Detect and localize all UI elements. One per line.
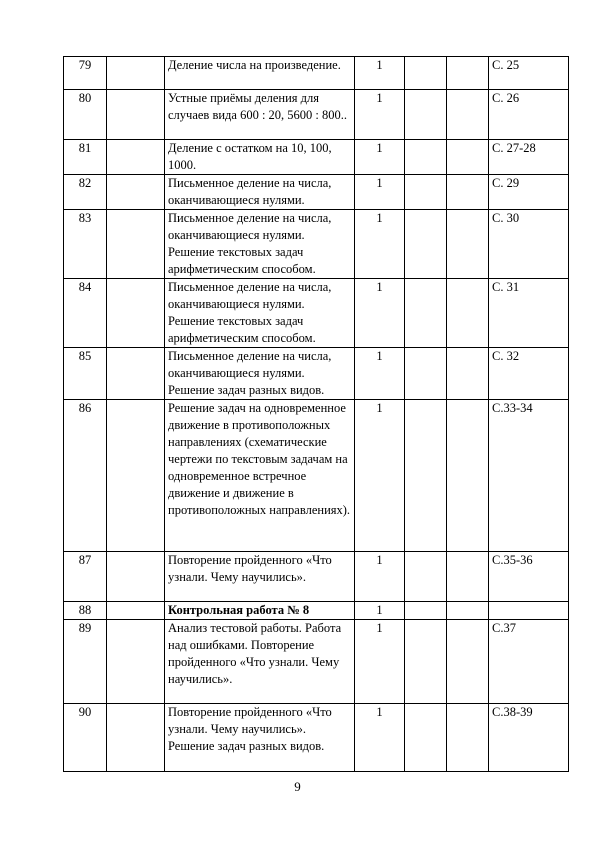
extra-cell [447, 90, 489, 140]
extra-cell [405, 175, 447, 210]
date-cell [107, 140, 165, 175]
lesson-number-cell: 86 [64, 400, 107, 552]
table-row [64, 348, 569, 400]
hours-cell: 1 [355, 348, 405, 400]
date-cell [107, 620, 165, 704]
date-cell [107, 210, 165, 279]
textbook-page-cell: С.33-34 [489, 400, 569, 552]
extra-cell [405, 348, 447, 400]
date-cell [107, 552, 165, 602]
lesson-number-cell: 90 [64, 704, 107, 772]
textbook-page-cell: С. 31 [489, 279, 569, 348]
extra-cell [447, 400, 489, 552]
lesson-topic-cell: Устные приёмы деления для случаев вида 600 : 20, 5600 : 800.. [165, 90, 355, 140]
textbook-page-cell: С.38-39 [489, 704, 569, 772]
extra-cell [405, 57, 447, 90]
lesson-topic-cell: Письменное деление на числа, оканчивающиеся нулями. Решение задач разных видов. [165, 348, 355, 400]
date-cell [107, 602, 165, 620]
hours-cell: 1 [355, 57, 405, 90]
extra-cell [405, 210, 447, 279]
table-row [64, 704, 569, 772]
hours-cell: 1 [355, 400, 405, 552]
hours-cell: 1 [355, 210, 405, 279]
date-cell [107, 348, 165, 400]
hours-cell: 1 [355, 552, 405, 602]
date-cell [107, 400, 165, 552]
hours-cell: 1 [355, 140, 405, 175]
date-cell [107, 57, 165, 90]
textbook-page-cell: С.35-36 [489, 552, 569, 602]
lesson-number-cell: 85 [64, 348, 107, 400]
extra-cell [405, 552, 447, 602]
extra-cell [405, 620, 447, 704]
textbook-page-cell: С. 26 [489, 90, 569, 140]
lesson-number-cell: 80 [64, 90, 107, 140]
lesson-topic-cell: Деление числа на произведение. [165, 57, 355, 90]
extra-cell [405, 400, 447, 552]
lesson-number-cell: 87 [64, 552, 107, 602]
date-cell [107, 704, 165, 772]
table-row [64, 210, 569, 279]
lesson-topic-cell: Контрольная работа № 8 [165, 602, 355, 620]
lesson-number-cell: 89 [64, 620, 107, 704]
lesson-number-cell: 88 [64, 602, 107, 620]
date-cell [107, 90, 165, 140]
extra-cell [447, 175, 489, 210]
extra-cell [447, 552, 489, 602]
table-row [64, 57, 569, 90]
textbook-page-cell: С. 30 [489, 210, 569, 279]
hours-cell: 1 [355, 90, 405, 140]
lesson-topic-cell: Повторение пройденного «Что узнали. Чему научились». [165, 552, 355, 602]
textbook-page-cell: С.37 [489, 620, 569, 704]
extra-cell [447, 620, 489, 704]
extra-cell [447, 279, 489, 348]
extra-cell [405, 704, 447, 772]
lesson-topic-cell: Письменное деление на числа, оканчивающиеся нулями. [165, 175, 355, 210]
table-row [64, 140, 569, 175]
table-row [64, 279, 569, 348]
table-row [64, 602, 569, 620]
textbook-page-cell [489, 602, 569, 620]
date-cell [107, 175, 165, 210]
lesson-topic-cell: Повторение пройденного «Что узнали. Чему научились». Решение задач разных видов. [165, 704, 355, 772]
extra-cell [447, 602, 489, 620]
extra-cell [447, 704, 489, 772]
page-number: 9 [294, 779, 301, 794]
hours-cell: 1 [355, 175, 405, 210]
extra-cell [405, 602, 447, 620]
hours-cell: 1 [355, 620, 405, 704]
lesson-topic-cell: Деление с остатком на 10, 100, 1000. [165, 140, 355, 175]
lesson-topic-cell: Письменное деление на числа, оканчивающиеся нулями. Решение текстовых задач арифметическим способом. [165, 210, 355, 279]
extra-cell [405, 279, 447, 348]
lesson-topic-cell: Анализ тестовой работы. Работа над ошибками. Повторение пройденного «Что узнали. Чему научились». [165, 620, 355, 704]
table-row [64, 175, 569, 210]
table-row [64, 620, 569, 704]
lesson-number-cell: 83 [64, 210, 107, 279]
extra-cell [447, 348, 489, 400]
lesson-number-cell: 81 [64, 140, 107, 175]
textbook-page-cell: С. 25 [489, 57, 569, 90]
extra-cell [405, 90, 447, 140]
date-cell [107, 279, 165, 348]
hours-cell: 1 [355, 602, 405, 620]
hours-cell: 1 [355, 279, 405, 348]
textbook-page-cell: С. 27-28 [489, 140, 569, 175]
lesson-topic-cell: Письменное деление на числа, оканчивающиеся нулями. Решение текстовых задач арифметическим способом. [165, 279, 355, 348]
extra-cell [447, 57, 489, 90]
lesson-number-cell: 82 [64, 175, 107, 210]
extra-cell [447, 210, 489, 279]
table-row [64, 400, 569, 552]
table-row [64, 552, 569, 602]
table-row [64, 90, 569, 140]
textbook-page-cell: С. 32 [489, 348, 569, 400]
lesson-plan-table [63, 56, 569, 772]
lesson-topic-cell: Решение задач на одновременное движение в противоположных направлениях (схематические чертежи по текстовым задачам на одновременное встречное движение и движение в противоположных направлениях). [165, 400, 355, 552]
extra-cell [447, 140, 489, 175]
hours-cell: 1 [355, 704, 405, 772]
lesson-number-cell: 84 [64, 279, 107, 348]
extra-cell [405, 140, 447, 175]
textbook-page-cell: С. 29 [489, 175, 569, 210]
lesson-number-cell: 79 [64, 57, 107, 90]
